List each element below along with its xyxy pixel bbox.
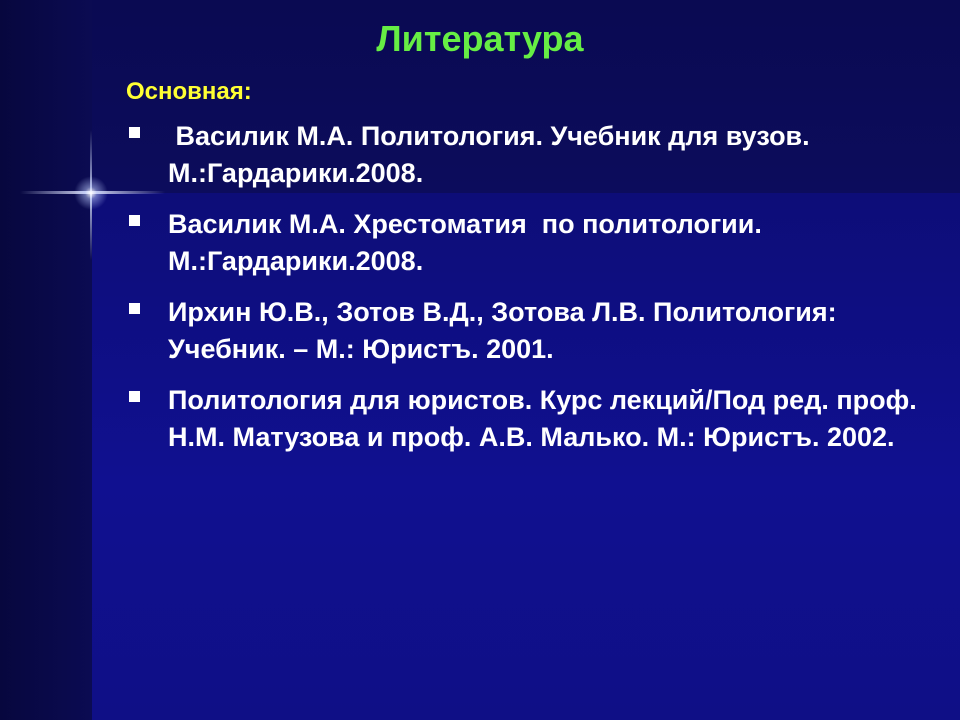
square-bullet-icon	[129, 215, 140, 226]
literature-list	[126, 118, 956, 470]
list-item	[126, 294, 956, 368]
list-item-text: Василик М.А. Политология. Учебник для вузов. М.:Гардарики.2008.	[168, 121, 818, 188]
square-bullet-icon	[129, 391, 140, 402]
list-item-text: Василик М.А. Хрестоматия по политологии. М.:Гардарики.2008.	[168, 209, 770, 276]
list-item	[126, 206, 956, 280]
list-item	[126, 118, 956, 192]
square-bullet-icon	[129, 127, 140, 138]
background-left-panel	[0, 0, 92, 720]
list-item-text: Политология для юристов. Курс лекций/Под ред. проф. Н.М. Матузова и проф. А.В. Малько. М.: Юристъ. 2002.	[168, 385, 917, 452]
list-item	[126, 382, 956, 456]
section-subtitle: Основная:	[126, 78, 252, 105]
light-flare-center	[74, 176, 108, 210]
slide-title: Литература	[376, 18, 584, 59]
square-bullet-icon	[129, 303, 140, 314]
list-item-text: Ирхин Ю.В., Зотов В.Д., Зотова Л.В. Политология: Учебник. – М.: Юристъ. 2001.	[168, 297, 837, 364]
